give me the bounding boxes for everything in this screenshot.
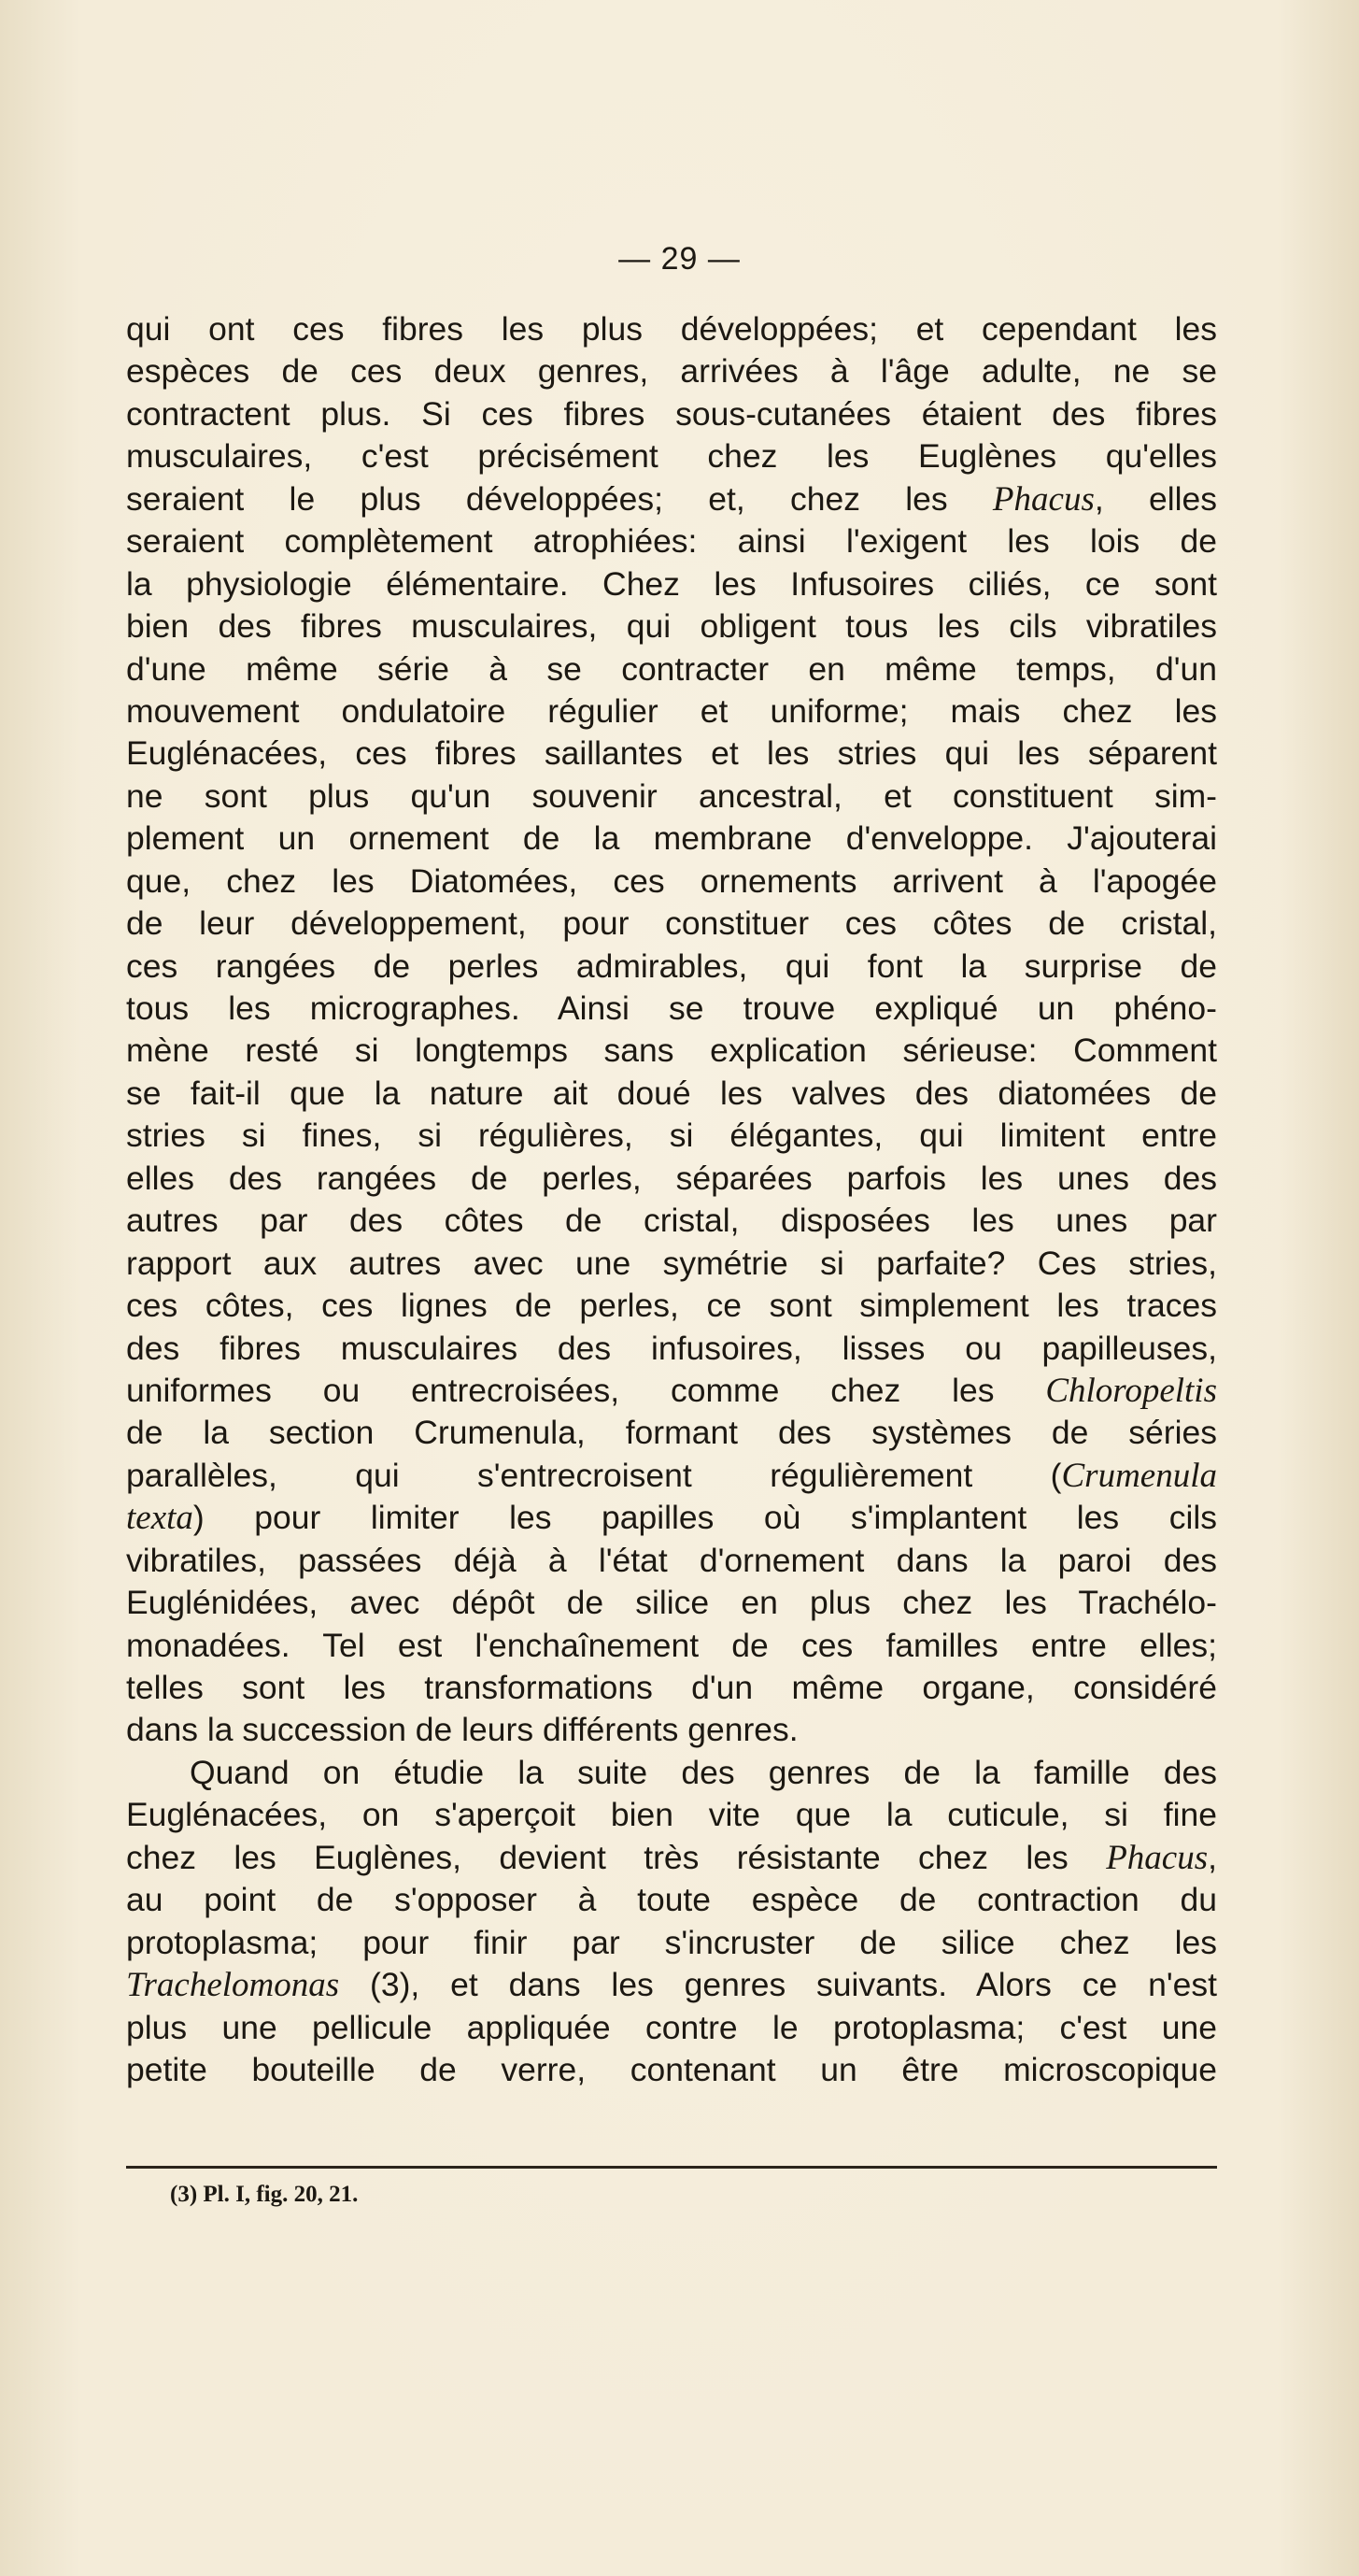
text-run: qui ont ces fibres les plus développées; et cependant les	[126, 310, 1217, 348]
text-line	[126, 861, 1217, 903]
text-line	[126, 563, 1217, 605]
text-run: petite bouteille de verre, contenant un être microscopique	[126, 2050, 1217, 2088]
text-line	[126, 776, 1217, 818]
text-line	[126, 1752, 1217, 1794]
text-line	[126, 1412, 1217, 1454]
italic-term: texta	[126, 1499, 193, 1538]
text-line	[126, 308, 1217, 350]
text-run: ces rangées de perles admirables, qui font la surprise de	[126, 946, 1217, 985]
text-run: protoplasma; pour finir par s'incruster de silice chez les	[126, 1923, 1217, 1961]
text-line	[126, 478, 1217, 520]
text-run: que, chez les Diatomées, ces ornements arrivent à l'apogée	[126, 861, 1217, 900]
text-line	[126, 1794, 1217, 1836]
text-run: au point de s'opposer à toute espèce de contraction du	[126, 1881, 1217, 1919]
text-run: ces côtes, ces lignes de perles, ce sont simplement les traces	[126, 1287, 1217, 1325]
text-run: plement un ornement de la membrane d'enveloppe. J'ajouterai	[126, 819, 1217, 858]
text-line	[126, 2049, 1217, 2091]
text-line	[126, 1964, 1217, 2006]
text-run: , elles	[1094, 479, 1217, 518]
text-line	[126, 393, 1217, 435]
text-line	[126, 435, 1217, 477]
text-run: d'une même série à se contracter en même temps, d'un	[126, 649, 1217, 688]
text-run: musculaires, c'est précisément chez les Euglènes qu'elles	[126, 437, 1217, 476]
text-run: elles des rangées de perles, séparées parfois les unes des	[126, 1159, 1217, 1197]
text-run: se fait-il que la nature ait doué les valves des diatomées de	[126, 1074, 1217, 1112]
text-run: autres par des côtes de cristal, disposées les unes par	[126, 1202, 1217, 1240]
text-line	[126, 1709, 1217, 1751]
text-run: (3), et dans les genres suivants. Alors ce n'est	[339, 1966, 1217, 2004]
text-line	[126, 1030, 1217, 1072]
text-line	[126, 1455, 1217, 1497]
text-line	[126, 350, 1217, 392]
text-run: stries si fines, si régulières, si élégantes, qui limitent entre	[126, 1117, 1217, 1155]
text-line	[126, 1285, 1217, 1327]
text-run: chez les Euglènes, devient très résistante chez les	[126, 1838, 1107, 1876]
text-line	[126, 1073, 1217, 1115]
text-run: de la section Crumenula, formant des systèmes de séries	[126, 1414, 1217, 1452]
text-line	[126, 1115, 1217, 1157]
text-line	[126, 1667, 1217, 1709]
text-run: seraient complètement atrophiées: ainsi l'exigent les lois de	[126, 522, 1217, 561]
text-line	[126, 1370, 1217, 1412]
italic-term: Crumenula	[1061, 1456, 1217, 1495]
text-line	[126, 1879, 1217, 1921]
text-line	[126, 1200, 1217, 1242]
text-run: mouvement ondulatoire régulier et uniforme; mais chez les	[126, 691, 1217, 730]
text-line	[126, 648, 1217, 690]
text-run: ne sont plus qu'un souvenir ancestral, et constituent sim-	[126, 776, 1217, 815]
text-line	[126, 1922, 1217, 1964]
text-line	[126, 903, 1217, 945]
text-run: uniformes ou entrecroisées, comme chez les	[126, 1371, 1046, 1409]
text-run: parallèles, qui s'entrecroisent régulièrement (	[126, 1456, 1062, 1494]
italic-term: Phacus	[992, 479, 1095, 519]
text-run: ,	[1208, 1838, 1217, 1876]
text-run: telles sont les transformations d'un même organe, considéré	[126, 1669, 1217, 1706]
text-run: vibratiles, passées déjà à l'état d'ornement dans la paroi des	[126, 1541, 1217, 1579]
text-run: plus une pellicule appliquée contre le protoplasma; c'est une	[126, 2008, 1217, 2046]
text-line	[126, 2007, 1217, 2049]
text-line	[126, 1837, 1217, 1879]
text-run: Euglénacées, ces fibres saillantes et les stries qui les séparent	[126, 734, 1217, 773]
text-line	[126, 690, 1217, 733]
page-number: — 29 —	[618, 241, 741, 277]
italic-term: Chloropeltis	[1045, 1371, 1217, 1410]
text-line	[126, 733, 1217, 775]
text-line	[126, 520, 1217, 562]
text-run: tous les micrographes. Ainsi se trouve expliqué un phéno-	[126, 989, 1217, 1027]
italic-term: Trachelomonas	[126, 1966, 340, 2005]
text-line	[126, 818, 1217, 860]
text-line	[126, 946, 1217, 988]
text-run: mène resté si longtemps sans explication sérieuse: Comment	[126, 1032, 1217, 1070]
text-run: dans la succession de leurs différents genres.	[126, 1711, 799, 1749]
footnote-divider	[126, 2166, 1217, 2169]
text-line	[126, 1243, 1217, 1285]
text-run: Euglénidées, avec dépôt de silice en plus chez les Trachélo-	[126, 1584, 1217, 1622]
text-line	[126, 1540, 1217, 1582]
text-run: contractent plus. Si ces fibres sous-cutanées étaient des fibres	[126, 394, 1217, 433]
footnote: (3) Pl. I, fig. 20, 21.	[170, 2182, 359, 2207]
text-run: espèces de ces deux genres, arrivées à l'âge adulte, ne se	[126, 352, 1217, 391]
text-line	[126, 605, 1217, 648]
text-run: Euglénacées, on s'aperçoit bien vite que la cuticule, si fine	[126, 1796, 1217, 1834]
text-line	[126, 1328, 1217, 1370]
italic-term: Phacus	[1106, 1838, 1209, 1877]
text-line	[126, 1158, 1217, 1200]
text-line	[126, 988, 1217, 1030]
text-run: monadées. Tel est l'enchaînement de ces familles entre elles;	[126, 1626, 1217, 1664]
text-run: rapport aux autres avec une symétrie si parfaite? Ces stries,	[126, 1244, 1217, 1282]
text-run: seraient le plus développées; et, chez les	[126, 479, 993, 518]
text-run: de leur développement, pour constituer ces côtes de cristal,	[126, 904, 1217, 943]
text-run: la physiologie élémentaire. Chez les Infusoires ciliés, ce sont	[126, 564, 1217, 603]
text-run: Quand on étudie la suite des genres de la famille des	[190, 1753, 1217, 1791]
text-run: bien des fibres musculaires, qui obligent tous les cils vibratiles	[126, 607, 1217, 646]
text-run: ) pour limiter les papilles où s'implantent les cils	[192, 1499, 1217, 1537]
body-text	[126, 308, 1217, 2091]
text-run: des fibres musculaires des infusoires, lisses ou papilleuses,	[126, 1329, 1217, 1367]
text-line	[126, 1582, 1217, 1624]
text-line	[126, 1497, 1217, 1539]
text-line	[126, 1625, 1217, 1667]
